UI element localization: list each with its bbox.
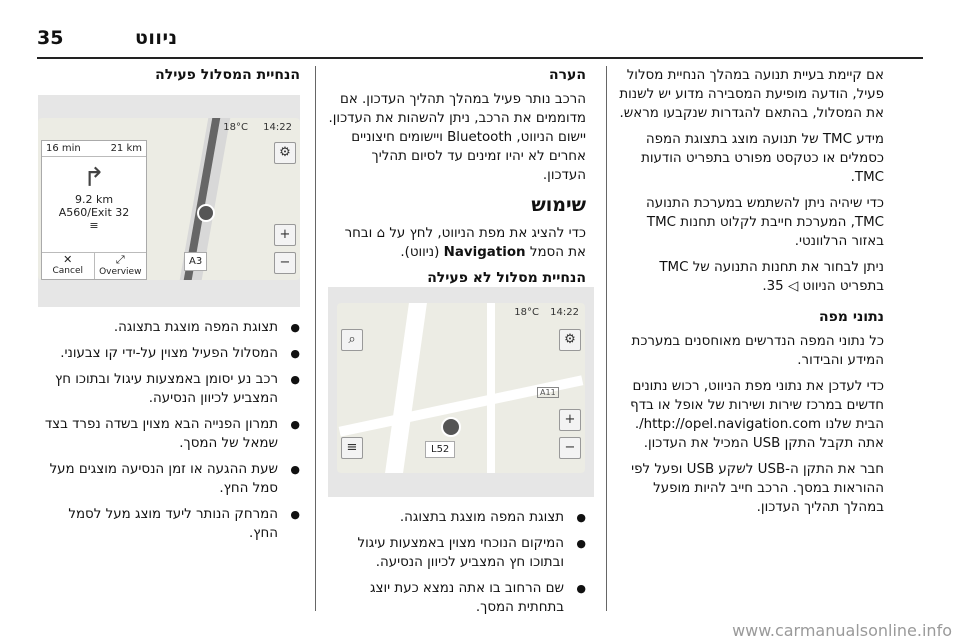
paragraph: כל נתוני המפה הנדרשים מאוחסנים במערכת המידע והבידור.: [631, 334, 884, 368]
heading-route-active: הנחיית המסלול פעילה: [155, 67, 300, 83]
settings-icon[interactable]: ⚙: [274, 142, 296, 164]
column-right: [618, 66, 884, 524]
maneuver-road: A560/Exit 32: [58, 206, 130, 219]
road-label: A3: [184, 252, 207, 271]
clock: 14:22: [263, 122, 292, 133]
search-icon[interactable]: ⌕: [341, 329, 363, 351]
heading-route-inactive: הנחיית מסלול לא פעילה: [427, 270, 586, 286]
paragraph: אם קיימת בעיית תנועה במהלך הנחיית מסלול פעיל, הודעה מופיעת המסבירה מדוע יש לשנות את המסלול, בהתאם להגדרות שנקבעו מראש.: [619, 68, 884, 121]
overview-icon: ⤢: [115, 253, 125, 266]
page-number: 35: [37, 27, 64, 49]
status-bar: [38, 122, 300, 138]
clock: 14:22: [550, 307, 579, 318]
note-body: הרכב נותר פעיל במהלך תהליך העדכון. אם מדוממים את הרכב, ניתן להשהות את העדכון. יישום הניווט, Bluetooth ויישומים חיצוניים אחרים לא יהיו זמינים עד לסיום תהליך העדכון.: [328, 92, 586, 183]
watermark: www.carmanualsonline.info: [732, 621, 952, 640]
section-title: ניווט: [135, 27, 178, 49]
infotainment-screen: [337, 303, 585, 473]
paragraph: כדי שיהיה ניתן להשתמש במערכת התנועה TMC, המערכת חייבת לקלוט תחנות TMC באזור הרלוונטי.: [645, 196, 884, 249]
paragraph: כדי להציג את מפת הניווט, לחץ על ⌂ ובחר את הסמל Navigation (ניווט).: [344, 226, 586, 260]
settings-icon[interactable]: ⚙: [559, 329, 581, 351]
heading-use: שימוש: [531, 194, 586, 216]
road-label: L52: [425, 441, 455, 458]
screenshot-map-no-route: [328, 287, 594, 497]
list-item: ● המרחק הנותר ליעד מוצג מעל לסמל החץ.: [38, 505, 300, 543]
column-divider: [606, 66, 607, 611]
home-icon: ⌂: [376, 226, 386, 241]
zoom-out-button[interactable]: −: [559, 437, 581, 459]
position-marker-icon: [197, 204, 215, 222]
zoom-out-button[interactable]: −: [274, 252, 296, 274]
list-icon[interactable]: ≡: [89, 219, 99, 232]
overview-button[interactable]: ⤢ Overview: [95, 253, 147, 279]
list-item: ● תצוגת המפה מוצגת בתצוגה.: [328, 508, 586, 527]
road-sign: A11: [537, 387, 559, 398]
bullets-route-active: [38, 318, 300, 550]
column-left: [38, 66, 300, 90]
heading-map-data: נתוני מפה: [818, 309, 884, 325]
header-rule: [37, 57, 923, 59]
paragraph: חבר את התקן ה-USB לשקע USB ופעל לפי ההוראות במסך. הרכב חייב להיות מופעל במהלך תהליך העדכון.: [631, 462, 884, 515]
close-icon: ✕: [63, 253, 73, 266]
guidance-panel: [41, 140, 147, 280]
status-bar: [337, 307, 585, 323]
remaining-distance: 21 km: [110, 143, 142, 154]
zoom-in-button[interactable]: +: [274, 224, 296, 246]
paragraph: ניתן לבחור את תחנות התנועה של TMC בתפריט הניווט ◁ 35.: [659, 260, 884, 294]
cancel-button[interactable]: ✕ Cancel: [42, 253, 95, 279]
column-middle: [328, 66, 586, 293]
temperature: 18°C: [514, 307, 539, 318]
maneuver-distance: 9.2 km: [74, 193, 114, 206]
zoom-in-button[interactable]: +: [559, 409, 581, 431]
list-item: ● תצוגת המפה מוצגת בתצוגה.: [38, 318, 300, 337]
screenshot-map-active-route: [38, 95, 300, 307]
position-marker-icon: [441, 417, 461, 437]
temperature: 18°C: [223, 122, 248, 133]
bullets-route-inactive: [328, 508, 586, 624]
list-item: ● תמרון הפנייה הבא מצוין בשדה נפרד בצד שמאל של המסך.: [38, 415, 300, 453]
list-item: ● המסלול הפעיל מצוין על-ידי קו צבעוני.: [38, 344, 300, 363]
paragraph: מידע TMC של תנועה מוצג בתצוגת המפה כסמלים או כטקסט מפורט בתפריט הודעות TMC.: [641, 132, 884, 185]
note-title: הערה: [549, 67, 586, 83]
list-item: ● רכב נע יסומן באמצעות עיגול ובתוכו חץ המצביע לכיוון הנסיעה.: [38, 370, 300, 408]
list-item: ● המיקום הנוכחי מצוין באמצעות עיגול ובתוכו חץ המצביע לכיוון הנסיעה.: [328, 534, 586, 572]
remaining-time: 16 min: [46, 143, 81, 154]
menu-icon[interactable]: ≡: [341, 437, 363, 459]
list-item: ● שם הרחוב בו אתה נמצא כעת יוצג בתחתית המסך.: [328, 579, 586, 617]
list-item: ● שעת ההגעה או זמן הנסיעה מוצגים מעל סמל החץ.: [38, 460, 300, 498]
infotainment-screen: [38, 118, 300, 280]
turn-arrow-icon: ↱: [83, 163, 105, 193]
paragraph: כדי לעדכן את נתוני מפת הניווט, רכוש נתונים חדשים במרכז שירות ושירות של אופל או בדף הבית שלנו http://opel.navigation.com/. אתה תקבל התקן USB המכיל את העדכון.: [630, 379, 884, 451]
column-divider: [315, 66, 316, 611]
